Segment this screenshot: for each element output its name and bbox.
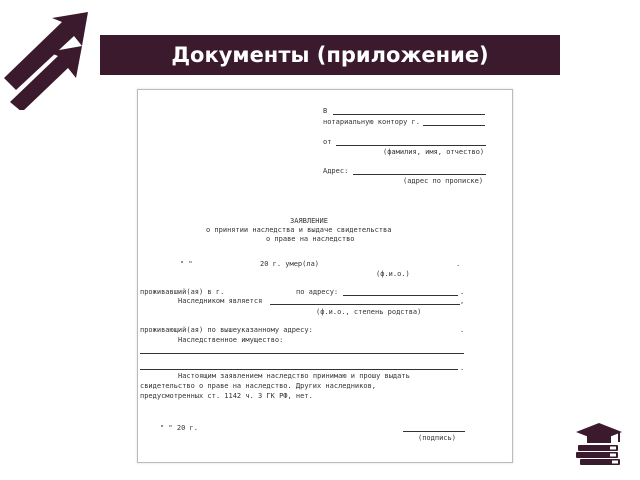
body-line-2: свидетельство о праве на наследство. Других наследников, <box>140 382 377 390</box>
notary-city-line <box>423 125 485 126</box>
date-line-year: 20 г. умер(ла) <box>260 260 320 268</box>
fio-short-hint: (ф.и.о.) <box>376 270 410 278</box>
fio-hint: (фамилия, имя, отчество) <box>383 148 485 156</box>
signature-line <box>403 431 465 432</box>
slide-title: Документы (приложение) <box>100 35 560 75</box>
estate-line-2 <box>140 369 458 370</box>
relation-hint: (ф.и.о., степень родства) <box>316 308 422 316</box>
to-prefix: В <box>323 107 328 115</box>
address-hint: (адрес по прописке) <box>403 177 484 185</box>
resided-address: по адресу: <box>296 288 339 296</box>
estate-label: Наследственное имущество: <box>178 336 284 344</box>
books-graduation-cap-icon <box>574 421 624 467</box>
from-line <box>336 145 486 146</box>
application-form-document: В нотариальную контору г. от (фамилия, имя, отчество) Адрес: (адрес по прописке) ЗАЯВЛЕНИЕ о принятии наследства и выдаче свидетельства о праве на наследство " " 20 г. умер(ла) . (ф.и.о.) проживавший(ая) в г. по адресу: . Наследником является , (ф.и.о., степень родства) проживающий(ая) по вышеуказанному адресу: . Наследственное имущество: . Настоящим заявлением наследство принимаю и прошу выдать свидетельство о праве на наследство. Других наследников, предусмотренных ст. 1142 ч. 3 ГК РФ, нет. " " 20 г. (подпись) <box>137 89 513 463</box>
double-arrow-icon <box>0 0 110 110</box>
sign-date: " " 20 г. <box>160 424 198 432</box>
date-line-start: " " <box>180 260 193 268</box>
heading-subtitle-1: о принятии наследства и выдаче свидетельства <box>206 226 392 234</box>
resided-address-line <box>343 295 458 296</box>
resided-prefix: проживавший(ая) в г. <box>140 288 225 296</box>
to-line <box>333 114 485 115</box>
address-line <box>353 174 486 175</box>
heading-statement: ЗАЯВЛЕНИЕ <box>290 217 328 225</box>
notary-line-label: нотариальную контору г. <box>323 118 420 126</box>
from-prefix: от <box>323 138 332 146</box>
address-label: Адрес: <box>323 167 349 175</box>
heir-label: Наследником является <box>178 297 263 305</box>
body-line-1: Настоящим заявлением наследство принимаю и прошу выдать <box>178 372 410 380</box>
sign-hint: (подпись) <box>418 434 456 442</box>
estate-line-1 <box>140 353 464 354</box>
heir-line <box>270 304 460 305</box>
body-line-3: предусмотренных ст. 1142 ч. 3 ГК РФ, нет. <box>140 392 313 400</box>
heading-subtitle-2: о праве на наследство <box>266 235 355 243</box>
resided-above: проживающий(ая) по вышеуказанному адресу: <box>140 326 313 334</box>
